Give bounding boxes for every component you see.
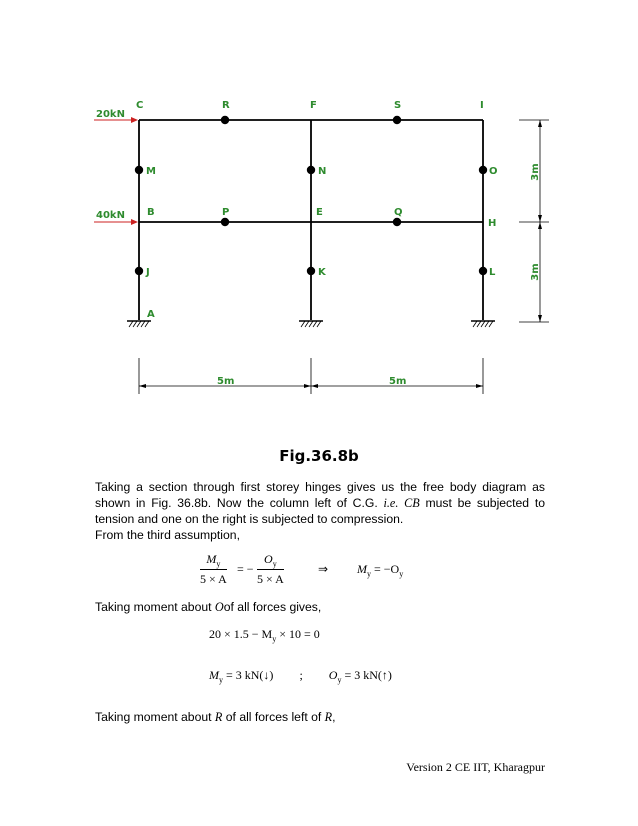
node-label-p: P [222,207,230,218]
eq1-den-left: 5 × A [200,572,227,587]
dimension-vertical [519,120,549,322]
node-label-k: K [318,267,326,278]
dimension-storey-bottom: 3m [530,263,541,281]
node-label-q: Q [394,207,403,218]
figure-caption: Fig.36.8b [279,447,359,465]
paragraph-cb: CB [404,496,420,510]
node-label-r: R [222,100,230,111]
paragraph-ie: i.e. [383,496,399,510]
dimension-span-right: 5m [389,376,407,387]
eq1-fraction-left [200,552,227,587]
node-label-o: O [489,166,498,177]
support-right [471,321,495,327]
dimension-span-left: 5m [217,376,235,387]
hinge-l [479,267,487,275]
hinge-s [393,116,401,124]
node-label-c: C [136,100,144,111]
hinge-m [135,166,143,174]
eq1-num-right-sub: y [272,559,277,569]
page-footer: Version 2 CE IIT, Kharagpur [406,760,545,774]
eq1-num-right: O [264,552,273,566]
node-label-l: L [489,267,496,278]
paragraph-text: Taking a section through first storey hinges gives us the free body diagram as shown in Fig. 36.8b. Now the column left of C.G. [95,480,545,510]
equation-2: $20 \times 1.5 - M_y \times 10 = 0$ [209,627,320,644]
paragraph-text-end: must be subjected to tension and one on the right is subjected to compression. [95,496,545,526]
line-moment-o: Taking moment about Oof all forces gives, [95,600,322,614]
node-label-j: J [146,267,150,278]
line-moment-r: Taking moment about R of all forces left of R, [95,710,336,724]
eq1-arrow: ⇒ [318,562,329,576]
hinge-k [307,267,315,275]
eq1-num-left: M [206,552,217,566]
support-middle [299,321,323,327]
eq1-result: $M_y = -O_y$ [357,562,404,579]
hinge-o [479,166,487,174]
load-label-middle: 40kN [96,210,125,221]
node-label-n: N [318,166,327,177]
node-label-i: I [480,100,484,111]
dimension-storey-top: 3m [530,163,541,181]
hinge-p [221,218,229,226]
hinge-n [307,166,315,174]
node-label-h: H [488,218,497,229]
equation-3: $M_y = 3$ kN(↓) ; $O_y = 3$ kN(↑) [209,668,392,685]
dimension-horizontal [139,358,483,394]
node-label-e: E [316,207,323,218]
hinge-q [393,218,401,226]
line-assumption: From the third assumption, [95,528,240,542]
hinge-r [221,116,229,124]
paragraph-section [95,479,545,527]
node-label-b: B [147,207,155,218]
eq1-mid: = − [237,562,254,576]
node-label-m: M [146,166,156,177]
node-label-a: A [147,309,155,320]
node-label-f: F [310,100,317,111]
eq1-num-left-sub: y [216,559,221,569]
load-label-top: 20kN [96,109,125,120]
eq1-fraction-right [257,552,284,587]
hinge-j [135,267,143,275]
node-label-s: S [394,100,402,111]
eq1-den-right: 5 × A [257,572,284,587]
support-a [127,321,151,327]
